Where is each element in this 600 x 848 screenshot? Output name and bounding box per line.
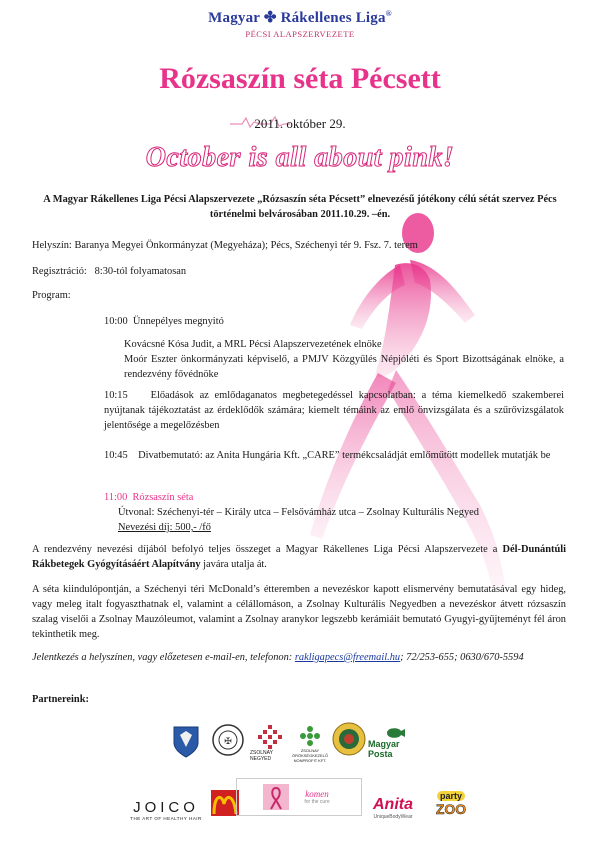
intro-part1: A Magyar Rákellenes Liga Pécsi Alapszervezete „ <box>43 194 263 205</box>
page-title: Rózsaszín séta Pécsett <box>159 62 441 95</box>
komen-label: komen <box>305 789 329 799</box>
contact-email-link[interactable]: rakligapecs@freemail.hu <box>294 652 401 663</box>
cross-logo-icon: ✤ <box>263 10 277 26</box>
anita-logo <box>362 792 424 824</box>
registered-mark: ® <box>385 9 392 18</box>
program-speaker: Moór Eszter önkormányzati képviselő, a PMJV Közgyűlés Népjóléti és Sport Bizottságának elnöke, a rendezvény fővédnöke <box>124 354 564 380</box>
contact-phone: ; 72/253-655; 0630/670-5594 <box>400 652 524 663</box>
zsolnay-heritage-label: ZSOLNAY ÖRÖKSÉGKEZELŐ NONPROFIT KFT. <box>291 747 328 763</box>
program-time: 11:00 <box>104 492 128 503</box>
org-name-right: Rákellenes Liga <box>280 10 386 26</box>
org-subtitle: PÉCSI ALAPSZERVEZETE <box>245 29 355 39</box>
program-speaker: Kovácsné Kósa Judit, a MRL Pécsi Alapszervezetének elnöke <box>124 339 382 350</box>
program-title: Ünnepélyes megnyitó <box>132 316 224 327</box>
event-date: 2011. október 29. <box>254 116 346 131</box>
joico-label: JOICO <box>133 799 199 816</box>
county-seal-icon <box>330 720 368 758</box>
anita-tagline: UniqueBodyWear <box>373 814 413 820</box>
venue-row <box>32 238 572 253</box>
foundation-name: Dél-Dunántúli Rákbetegek Gyógyításáért Alapítvány <box>32 544 566 570</box>
partner-logos <box>0 712 600 832</box>
program-item <box>104 490 564 535</box>
donation-text: A rendezvény nevezési díjából befolyó teljes összeget a Magyar Rákellenes Liga Pécsi Alapszervezete a <box>32 544 503 555</box>
program-text: Divatbemutató: az Anita Hungária Kft. „CARE” termékcsaládját emlőműtött modellek mutatják be <box>138 450 551 461</box>
pecs-coat-of-arms-icon <box>170 724 202 760</box>
org-name <box>0 8 600 27</box>
party-label: party <box>437 791 465 801</box>
program-item <box>104 448 564 463</box>
program-title: Rózsaszín séta <box>132 492 194 503</box>
green-flower-icon <box>298 724 322 748</box>
slogan: October is all about pink! <box>145 142 455 173</box>
program-item <box>104 314 564 382</box>
contact-text: Jelentkezés a helyszínen, vagy előzetesen e-mail-en, telefonon: <box>32 652 295 663</box>
zoo-label: ZOO <box>435 801 467 817</box>
komen-tagline: for the cure <box>304 799 330 805</box>
venue-text: Baranya Megyei Önkormányzat (Megyeháza); Pécs, Széchenyi tér 9. Fsz. 7. terem <box>74 240 418 251</box>
zsolnay-negyed-logo <box>250 718 290 768</box>
registration-text: 8:30-tól folyamatosan <box>94 266 187 277</box>
header <box>0 8 600 39</box>
posthorn-icon <box>385 725 407 739</box>
program-label: Program: <box>32 290 71 301</box>
magyar-posta-label: Magyar Posta <box>368 739 400 759</box>
donation-end: javára utalja át. <box>200 559 267 570</box>
program-time: 10:15 <box>104 390 128 401</box>
partners-label: Partnereink: <box>32 694 89 705</box>
intro-paragraph <box>40 192 560 222</box>
zsolnay-heritage-logo <box>290 718 330 768</box>
anita-label: Anita <box>373 796 413 813</box>
info-paragraph: A séta kiindulópontján, a Széchenyi téri McDonald’s étteremben a nevezéskor kapott elismervény bemutatásával egy hideg, vagy meleg italt fogyaszthatnak el, valamint a célállomáson, a Zsolnay Kulturális Negyedben a nevezéskor átvett rózsaszín szalag viselői a Zsolnay Mauzóleumot, valamint a Zsolnay aranykor legszebb kerámiáit bemutató Gyugyi-gyűjteményt fél áron tekinthetik meg. <box>32 584 566 640</box>
contact-paragraph <box>32 650 566 665</box>
program-time: 10:00 <box>104 316 128 327</box>
komen-logo <box>297 789 337 805</box>
venue-label: Helyszín: <box>32 240 72 251</box>
program-item <box>104 388 564 433</box>
zsolnay-diamond-icon <box>257 724 283 750</box>
joico-tagline: THE ART OF HEALTHY HAIR <box>130 816 202 821</box>
intro-part2: ” elnevezésű jótékony célú sétát szervez Pécs történelmi belvárosában 2011.10.29. –én. <box>209 194 557 220</box>
registration-row <box>32 264 572 279</box>
intro-event-name: Rózsaszín séta Pécsett <box>262 194 360 205</box>
pink-ribbon-icon <box>261 782 291 812</box>
joico-logo <box>124 796 208 824</box>
org-name-left: Magyar <box>208 10 260 26</box>
university-seal-icon <box>210 722 246 758</box>
pink-ribbon-banner <box>236 778 362 816</box>
program-route: Útvonal: Széchenyi-tér – Király utca – Felsővámház utca – Zsolnay Kulturális Negyed <box>118 507 479 518</box>
zsolnay-label: ZSOLNAY NEGYED <box>250 750 273 762</box>
magyar-posta-logo <box>368 724 424 760</box>
program-text: Előadások az emlődaganatos megbetegedéssel kapcsolatban: a téma kiemelkedő szakemberei nyújtanak tájékoztatást az érdeklődők számára; kiemelt témáink az emlő önvizsgálata és a szűrővizsgálatok jelentősége a megelőzésben <box>104 390 564 431</box>
party-zoo-logo <box>426 784 476 824</box>
registration-label: Regisztráció: <box>32 266 87 277</box>
svg-text:✠: ✠ <box>224 737 232 747</box>
donation-paragraph <box>32 542 566 572</box>
program-time: 10:45 <box>104 450 128 461</box>
program-fee: Nevezési díj: 500,- /fő <box>118 522 211 533</box>
